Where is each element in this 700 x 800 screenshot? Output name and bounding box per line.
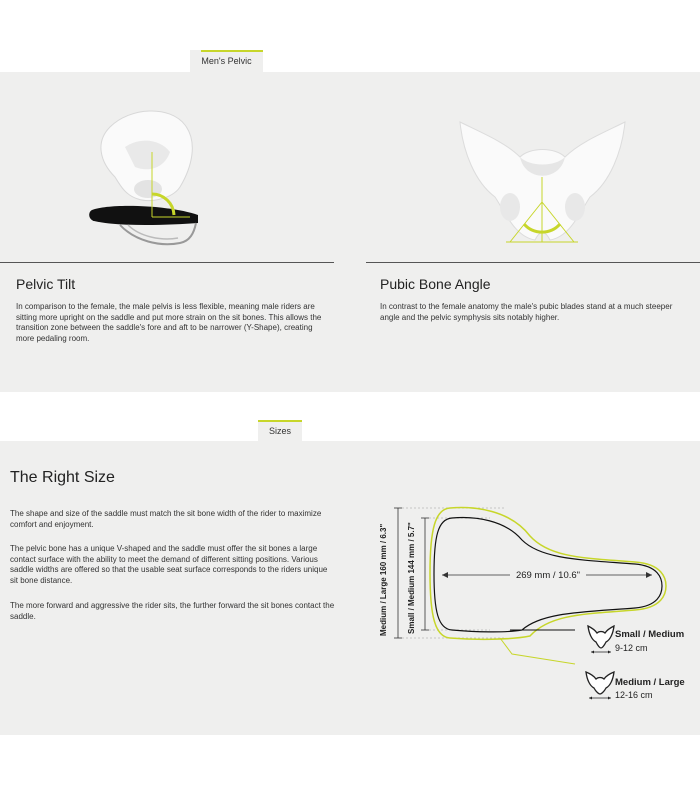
pelvic-tilt-title: Pelvic Tilt — [16, 276, 76, 292]
pelvic-tilt-illustration — [80, 107, 255, 257]
pubic-bone-illustration — [450, 112, 635, 252]
saddle-size-diagram — [370, 496, 700, 711]
pelvic-tilt-divider — [0, 262, 334, 263]
sizes-paragraph-1: The shape and size of the saddle must match the sit bone width of the rider to maximize comfort and enjoyment. — [10, 509, 322, 529]
sizes-paragraph-3: The more forward and aggressive the rider sits, the further forward the sit bones contact the saddle. — [10, 601, 335, 621]
pubic-bone-divider — [366, 262, 700, 263]
tab-accent-line — [201, 50, 263, 52]
small-medium-width-label: Small / Medium 144 mm / 5.7" — [407, 522, 416, 634]
pubic-bone-title: Pubic Bone Angle — [380, 276, 491, 292]
medium-large-width-label: Medium / Large 160 mm / 6.3" — [379, 523, 388, 636]
sizes-panel — [0, 441, 700, 735]
size-small-medium-name: Small / Medium — [615, 629, 685, 640]
saddle-rails — [120, 223, 196, 244]
tab-accent-line — [258, 420, 302, 422]
tab-label: Sizes — [268, 426, 291, 436]
saddle-side — [89, 206, 198, 225]
size-medium-large-range: 12-16 cm — [615, 690, 653, 700]
pubic-bone-text: In contrast to the female anatomy the male's pubic blades stand at a much steeper angle and the pelvic symphysis sits notably higher. — [380, 302, 673, 322]
sizes-paragraph-2: The pelvic bone has a unique V-shaped and the saddle must offer the sit bones a large contact surface with the ability to meet the demand of different sitting positions. Various saddle widths are offered so that the usable seat surface corresponds to the riders unique sit bone distance. — [10, 544, 328, 585]
size-small-medium-range: 9-12 cm — [615, 643, 648, 653]
pelvis-small-icon — [588, 626, 614, 654]
tab-sizes[interactable] — [258, 420, 302, 442]
tab-label: Men's Pelvic — [201, 56, 252, 66]
sizes-title: The Right Size — [10, 469, 115, 486]
tab-mens-pelvic[interactable] — [190, 50, 263, 72]
size-medium-large-name: Medium / Large — [615, 677, 685, 688]
length-label: 269 mm / 10.6" — [515, 570, 581, 581]
pelvis-large-icon — [586, 672, 614, 700]
mens-pelvic-panel — [0, 72, 700, 392]
pelvic-tilt-text: In comparison to the female, the male pelvis is less flexible, meaning male riders are sitting more upright on the saddle and put more strain on the sit bones. This allows the transition zone between the saddle's fore and aft to be narrower (Y-Shape), creating more pedaling room. — [16, 302, 322, 343]
